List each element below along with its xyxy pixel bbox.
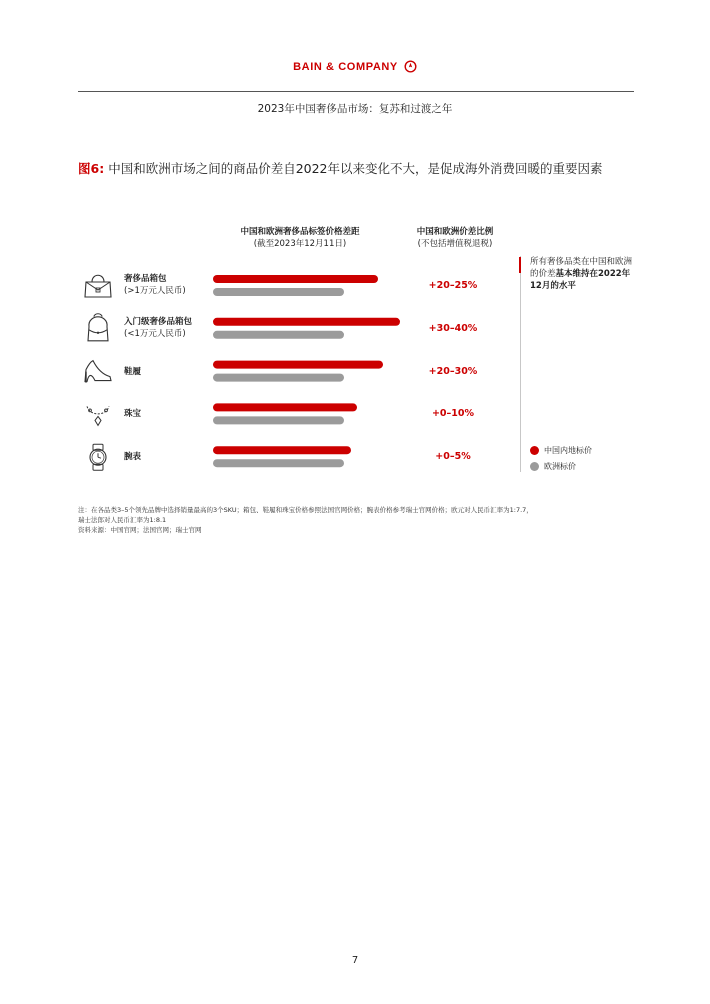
legend-label: 中国内地标价 (544, 446, 592, 455)
china-price-bar (213, 275, 378, 283)
bars-column-title: 中国和欧洲奢侈品标签价格差距 (240, 227, 360, 237)
legend-label: 欧洲标价 (544, 462, 576, 471)
side-annotation (530, 256, 635, 292)
side-accent-mark (519, 257, 521, 273)
price-gap-label: +20–25% (428, 280, 478, 291)
legend-item-europe (530, 461, 576, 472)
footnotes (78, 505, 638, 535)
legend-swatch (530, 462, 539, 471)
legend-item-china (530, 445, 592, 456)
china-price-bar (213, 361, 383, 369)
china-price-bar (213, 403, 357, 411)
backpack-icon (88, 314, 108, 341)
category-name: 奢侈品箱包 (124, 274, 167, 284)
category-name: 入门级奢侈品箱包 (124, 316, 193, 327)
necklace-icon (87, 406, 109, 425)
report-title: 2023年中国奢侈品市场：复苏和过渡之年 (257, 103, 453, 115)
price-gap-label: +20–30% (428, 365, 478, 377)
price-gap-label: +30–40% (428, 322, 478, 334)
footnote-line: 瑞士法郎对人民币汇率为1:8.1 (78, 516, 167, 524)
high-heel-icon (85, 361, 111, 383)
europe-price-bar (213, 416, 344, 424)
ratio-column-title: 中国和欧洲价差比例 (416, 227, 494, 237)
category-sub: (>1万元人民币) (124, 286, 186, 296)
price-gap-label: +0–5% (435, 451, 471, 463)
china-price-bar (213, 446, 351, 454)
china-price-bar (213, 318, 400, 326)
category-label-watch (124, 451, 141, 463)
category-label-jewelry (124, 408, 141, 420)
side-annotation-text: 所有奢侈品类在中国和欧洲的价差 (530, 257, 633, 279)
figure-title-text: 中国和欧洲市场之间的商品价差自2022年以来变化不大，是促成海外消费回暖的重要因素 (108, 161, 603, 176)
europe-price-bar (213, 331, 344, 339)
ratio-column-subtitle: (不包括增值税退税) (417, 239, 493, 249)
bars-column-subtitle: (截至2023年12月11日) (253, 239, 347, 249)
source-line: 资料来源：中国官网；法国官网；瑞士官网 (78, 526, 202, 534)
category-label-shoes (124, 366, 141, 378)
europe-price-bar (213, 459, 344, 467)
watch-icon (90, 444, 106, 470)
europe-price-bar (213, 288, 344, 296)
price-gap-label: +0–10% (431, 408, 475, 420)
figure-number: 图6: (78, 161, 105, 176)
category-name: 鞋履 (124, 366, 142, 377)
footnote-line: 注：在各品类3–5个领先品牌中选择销量最高的3个SKU；箱包、鞋履和珠宝价格参照法国官网价格；腕表价格参考瑞士官网价格；欧元对人民币汇率为1:7.7， (78, 506, 533, 514)
europe-price-bar (213, 374, 344, 382)
category-sub: (<1万元人民币) (124, 328, 186, 339)
side-divider (520, 256, 521, 472)
page-number: 7 (351, 955, 359, 966)
handbag-icon (85, 275, 111, 297)
category-name: 珠宝 (124, 409, 142, 420)
side-annotation-bold: 基本维持在2022年12月的水平 (530, 269, 631, 291)
category-label-luxury-bag (124, 273, 186, 297)
brand-name: BAIN & COMPANY (293, 60, 398, 73)
legend-swatch (530, 446, 539, 455)
category-label-entry-bag (124, 316, 192, 340)
category-name: 腕表 (124, 452, 142, 463)
